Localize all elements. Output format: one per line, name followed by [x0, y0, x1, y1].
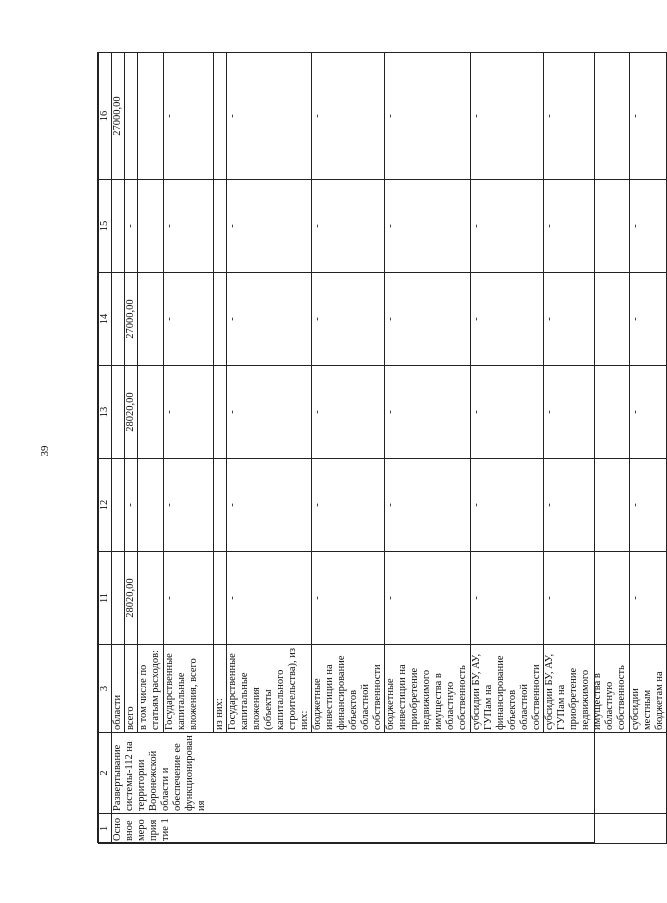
cell-11: -	[471, 552, 544, 645]
cell-12	[138, 459, 164, 552]
cell-12: -	[227, 459, 312, 552]
row-label: из них:	[214, 645, 227, 733]
cell-14: -	[385, 273, 471, 366]
cell-15: -	[544, 180, 630, 273]
cell-14	[112, 273, 125, 366]
col-header-12: 12	[99, 459, 112, 552]
cell-13: -	[630, 366, 667, 459]
cell-13	[112, 366, 125, 459]
cell-12: -	[125, 459, 138, 552]
cell-13: -	[544, 366, 630, 459]
rotated-table-container	[98, 53, 665, 844]
activity-label: Основное мероприятие 1	[112, 814, 667, 844]
cell-13: -	[227, 366, 312, 459]
page-number: 39	[39, 445, 51, 457]
cell-16	[138, 53, 164, 180]
cell-15: -	[471, 180, 544, 273]
cell-11	[138, 552, 164, 645]
cell-12: -	[385, 459, 471, 552]
row-label: субсидии БУ, АУ, ГУПам на приобретение недвижимого имущества в областную собственность	[544, 645, 630, 733]
row-label: области	[112, 645, 125, 733]
cell-11: -	[227, 552, 312, 645]
cell-16: -	[312, 53, 385, 180]
table-row	[214, 53, 227, 844]
row-label: субсидии БУ, АУ, ГУПам на финансирование объектов областной собственности	[471, 645, 544, 733]
cell-15	[112, 180, 125, 273]
table-row	[312, 53, 385, 844]
table-row	[385, 53, 471, 844]
cell-16: -	[385, 53, 471, 180]
cell-11	[214, 552, 227, 645]
cell-16	[125, 53, 138, 180]
col-header-13: 13	[99, 366, 112, 459]
cell-11: -	[630, 552, 667, 645]
cell-14: -	[164, 273, 214, 366]
cell-12: -	[312, 459, 385, 552]
row-label: субсидии местным бюджетам на	[630, 645, 667, 733]
col-header-11: 11	[99, 552, 112, 645]
cell-13: 28020,00	[125, 366, 138, 459]
cell-12: -	[630, 459, 667, 552]
cell-15: -	[125, 180, 138, 273]
table-row	[138, 53, 164, 844]
cell-15: -	[227, 180, 312, 273]
cell-11: 28020,00	[125, 552, 138, 645]
row-label: бюджетные инвестиции на приобретение недвижимого имущества в областную собственность	[385, 645, 471, 733]
cell-13: -	[385, 366, 471, 459]
row-label: в том числе по статьям расходов:	[138, 645, 164, 733]
cell-12	[112, 459, 125, 552]
table-row	[471, 53, 544, 844]
cell-12: -	[544, 459, 630, 552]
table-row	[164, 53, 214, 844]
cell-16	[214, 53, 227, 180]
cell-14: -	[471, 273, 544, 366]
cell-13: -	[164, 366, 214, 459]
cell-14	[214, 273, 227, 366]
cell-12: -	[471, 459, 544, 552]
activity-description: Развертывание системы-112 на территории Воронежской области и обеспечение ее функционирования	[112, 733, 667, 814]
col-header-1: 1	[99, 814, 112, 844]
cell-14: -	[630, 273, 667, 366]
cell-13	[214, 366, 227, 459]
table-row	[112, 53, 125, 844]
col-header-14: 14	[99, 273, 112, 366]
budget-table-frame	[97, 52, 665, 843]
column-header-row	[99, 53, 112, 844]
cell-16: -	[164, 53, 214, 180]
cell-12: -	[164, 459, 214, 552]
cell-15: -	[630, 180, 667, 273]
cell-14: 27000,00	[125, 273, 138, 366]
budget-table	[98, 52, 667, 844]
cell-13: -	[471, 366, 544, 459]
table-row	[125, 53, 138, 844]
col-header-2: 2	[99, 733, 112, 814]
cell-11: -	[544, 552, 630, 645]
table-row	[630, 53, 667, 844]
cell-16: -	[630, 53, 667, 180]
col-header-15: 15	[99, 180, 112, 273]
row-label: бюджетные инвестиции на финансирование объектов областной собственности	[312, 645, 385, 733]
col-header-3: 3	[99, 645, 112, 733]
cell-13: -	[312, 366, 385, 459]
row-label: Государственные капитальные вложения, всего	[164, 645, 214, 733]
cell-11: -	[164, 552, 214, 645]
cell-15: -	[312, 180, 385, 273]
cell-15	[138, 180, 164, 273]
cell-12	[214, 459, 227, 552]
row-label: Государственные капитальные вложения (объекты капитального строительства), из них:	[227, 645, 312, 733]
cell-11: -	[385, 552, 471, 645]
row-label: всего	[125, 645, 138, 733]
cell-16: -	[471, 53, 544, 180]
cell-13	[138, 366, 164, 459]
cell-15	[214, 180, 227, 273]
table-row	[227, 53, 312, 844]
cell-11	[112, 552, 125, 645]
cell-15: -	[385, 180, 471, 273]
cell-16: 27000,00	[112, 53, 125, 180]
cell-16: -	[227, 53, 312, 180]
cell-14: -	[227, 273, 312, 366]
cell-11: -	[312, 552, 385, 645]
cell-14: -	[544, 273, 630, 366]
cell-14	[138, 273, 164, 366]
cell-14: -	[312, 273, 385, 366]
cell-16: -	[544, 53, 630, 180]
col-header-16: 16	[99, 53, 112, 180]
cell-15: -	[164, 180, 214, 273]
table-row	[544, 53, 630, 844]
